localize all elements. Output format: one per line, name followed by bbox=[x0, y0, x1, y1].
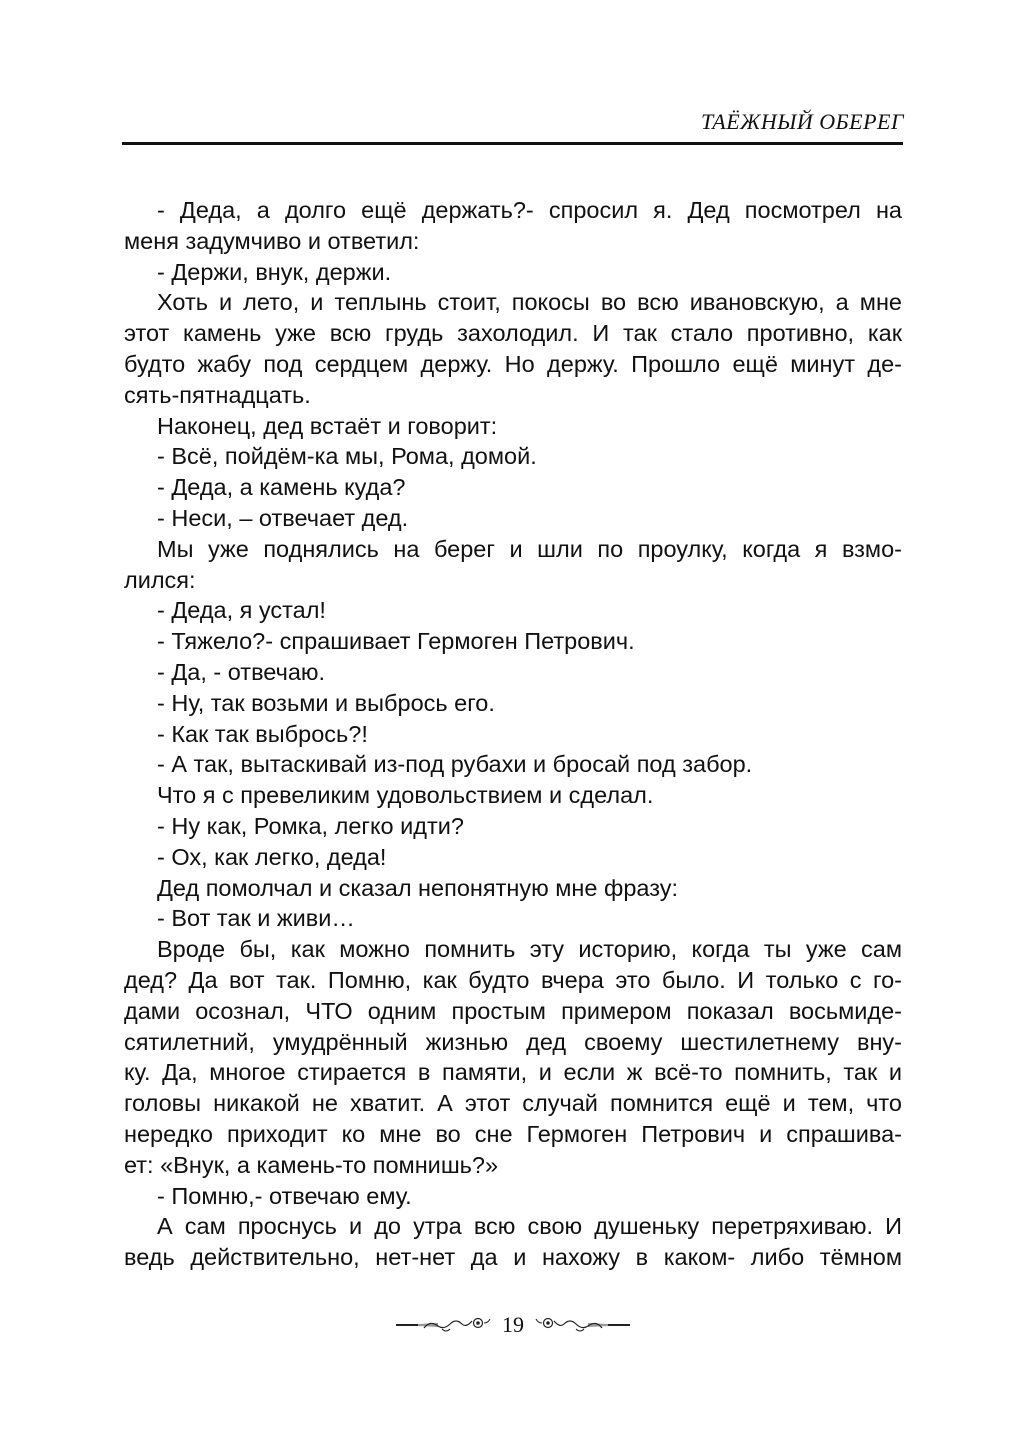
text-line: Мы уже поднялись на берег и шли по проулку, когда я взмо- bbox=[157, 535, 902, 562]
text-line: - Неси, – отвечает дед. bbox=[157, 504, 409, 531]
text-line: - Всё, пойдём-ка мы, Рома, домой. bbox=[157, 443, 537, 470]
text-line: дед? Да вот так. Помню, как будто вчера это было. И только с го- bbox=[124, 966, 902, 993]
header-rule bbox=[122, 142, 903, 145]
text-line: Наконец, дед встаёт и говорит: bbox=[157, 412, 498, 439]
text-line: Дед помолчал и сказал непонятную мне фразу: bbox=[157, 874, 678, 901]
text-line: Вроде бы, как можно помнить эту историю, когда ты уже сам bbox=[157, 936, 902, 963]
text-line: головы никакой не хватит. А этот случай помнится ещё и тем, что bbox=[124, 1090, 902, 1117]
text-line: А сам проснусь и до утра всю свою душеньку перетряхиваю. И bbox=[157, 1213, 902, 1240]
page-number: 19 bbox=[502, 1312, 524, 1337]
text-line: - Деда, а долго ещё держать?- спросил я. Дед посмотрел на bbox=[157, 197, 902, 223]
running-header-title: ТАЁЖНЫЙ ОБЕРЕГ bbox=[700, 109, 904, 134]
text-line: - Тяжело?- спрашивает Гермоген Петрович. bbox=[157, 628, 635, 655]
text-line: сять-пятнадцать. bbox=[124, 381, 311, 408]
text-line: нередко приходит ко мне во сне Гермоген Петрович и спрашива- bbox=[124, 1120, 902, 1147]
text-line: - Помню,- отвечаю ему. bbox=[157, 1182, 412, 1209]
text-line: - Вот так и живи… bbox=[157, 905, 355, 932]
text-line: - Да, - отвечаю. bbox=[157, 658, 326, 685]
text-line: сятилетний, умудрённый жизнью дед своему шестилетнему вну- bbox=[124, 1028, 902, 1055]
text-line: ет: «Внук, а камень-то помнишь?» bbox=[124, 1151, 499, 1178]
text-line: дами осознал, ЧТО одним простым примером показал восьмиде- bbox=[124, 997, 902, 1024]
ornament-left-icon bbox=[394, 1315, 494, 1335]
ornament-right-icon bbox=[532, 1315, 632, 1335]
page-body bbox=[124, 195, 902, 1273]
text-line: ведь действительно, нет-нет да и нахожу в каком- либо тёмном bbox=[124, 1244, 902, 1271]
text-line: меня задумчиво и ответил: bbox=[124, 227, 420, 254]
page-footer bbox=[0, 1308, 1026, 1342]
text-line: - Деда, а камень куда? bbox=[157, 474, 406, 501]
text-line: - Держи, внук, держи. bbox=[157, 258, 392, 285]
text-line: - Деда, я устал! bbox=[157, 597, 326, 624]
text-line: - Как так выбрось?! bbox=[157, 720, 368, 747]
text-line: - Ну как, Ромка, легко идти? bbox=[157, 812, 464, 839]
text-line: Что я с превеликим удовольствием и сделал. bbox=[157, 782, 654, 809]
text-line: лился: bbox=[124, 566, 196, 593]
text-line: ку. Да, многое стирается в памяти, и если ж всё-то помнить, так и bbox=[124, 1059, 902, 1086]
text-line: - А так, вытаскивай из-под рубахи и бросай под забор. bbox=[157, 751, 753, 778]
text-line: этот камень уже всю грудь захолодил. И так стало противно, как bbox=[124, 320, 902, 347]
text-line: будто жабу под сердцем держу. Но держу. Прошло ещё минут де- bbox=[124, 350, 902, 377]
text-line: Хоть и лето, и теплынь стоит, покосы во всю ивановскую, а мне bbox=[157, 289, 902, 316]
text-line: - Ох, как легко, деда! bbox=[157, 843, 387, 870]
text-line: - Ну, так возьми и выбрось его. bbox=[157, 689, 495, 716]
